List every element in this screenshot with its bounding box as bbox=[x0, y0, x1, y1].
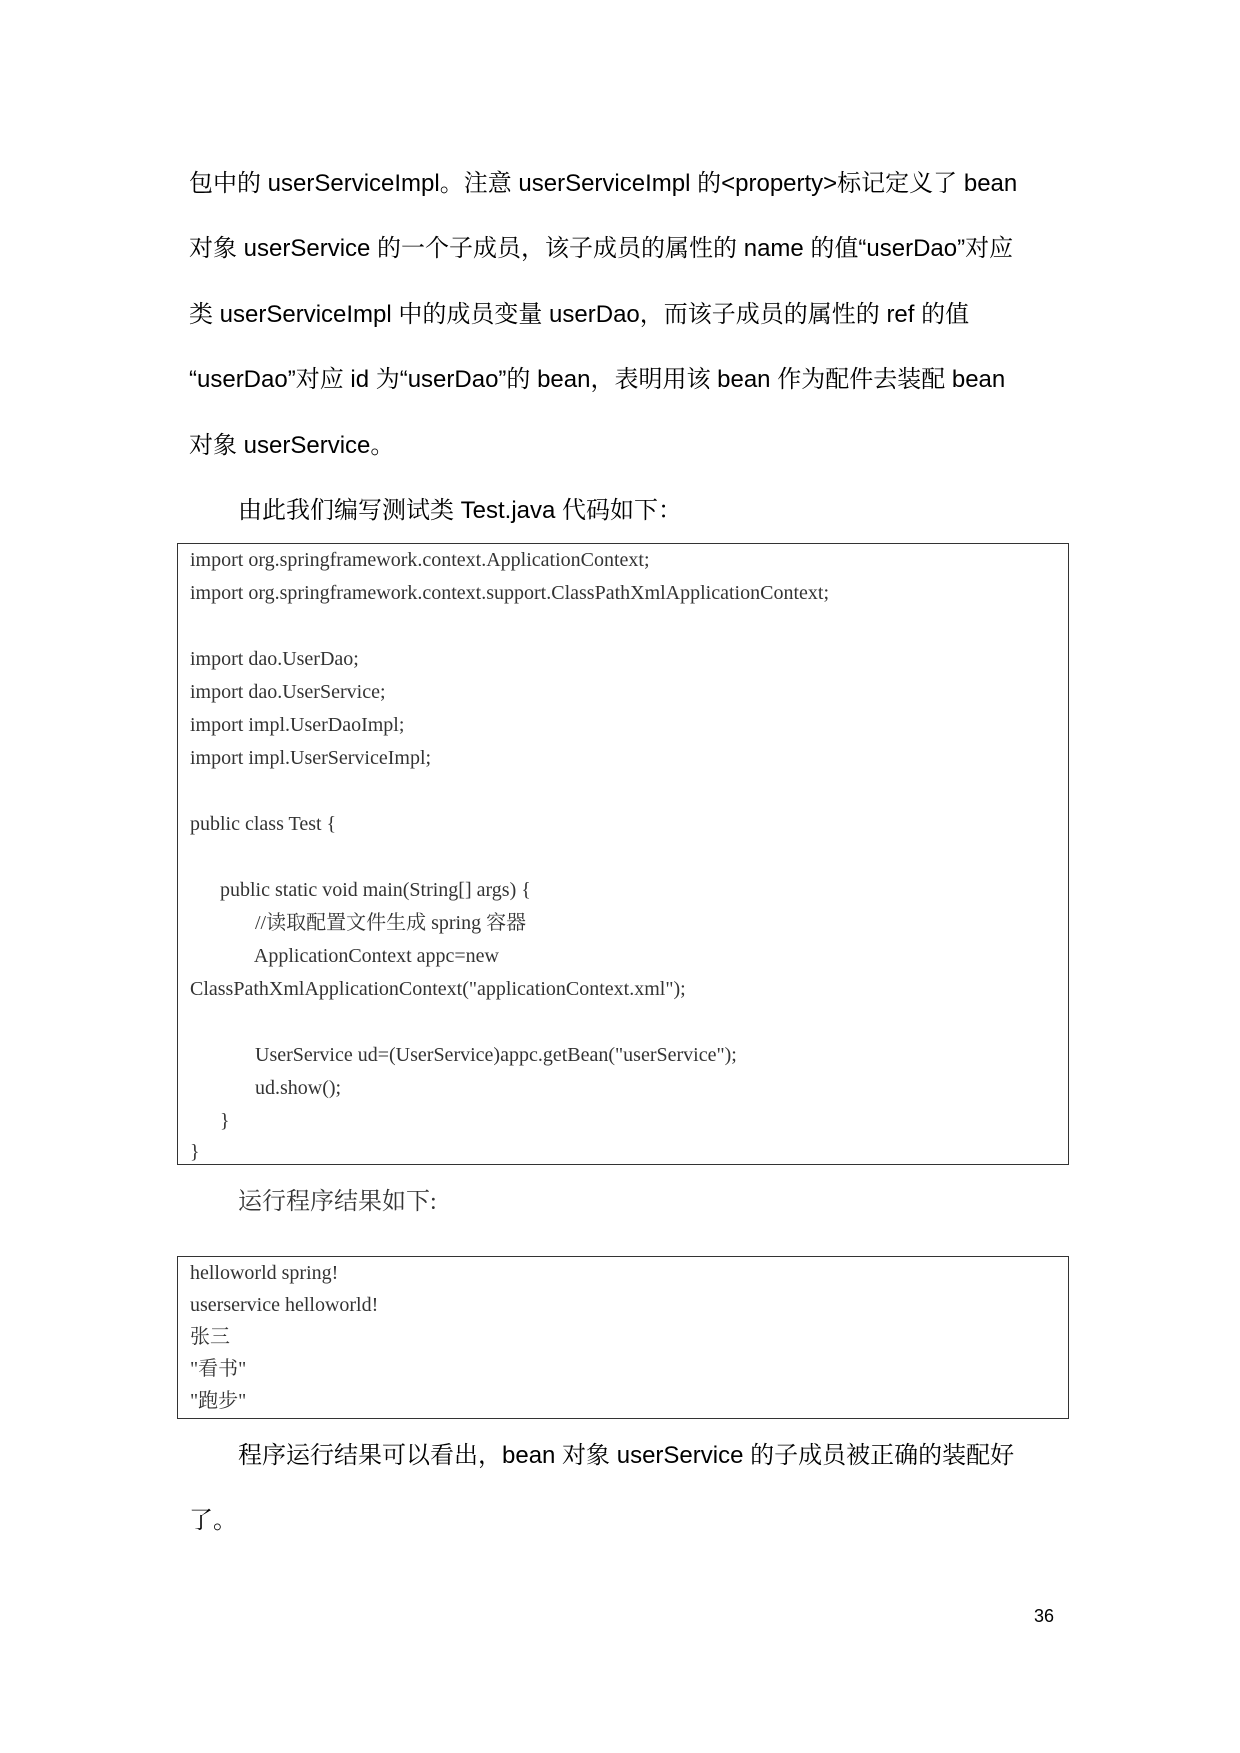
code-line: ud.show(); bbox=[190, 1077, 342, 1099]
intro-line-1: 包中的 userServiceImpl。注意 userServiceImpl 的<property>标记定义了 bean bbox=[189, 170, 1018, 197]
code-line: } bbox=[190, 1110, 230, 1132]
intro-line-4: “userDao”对应 id 为“userDao”的 bean，表明用该 bean 作为配件去装配 bean bbox=[189, 366, 1006, 393]
intro-line-2: 对象 userService 的一个子成员，该子成员的属性的 name 的值“userDao”对应 bbox=[189, 235, 1014, 262]
code-line: public static void main(String[] args) { bbox=[190, 879, 531, 901]
output-block bbox=[177, 1256, 1069, 1419]
code-block bbox=[177, 543, 1069, 1165]
code-line: UserService ud=(UserService)appc.getBean("userService"); bbox=[190, 1044, 737, 1066]
code-line: //读取配置文件生成 spring 容器 bbox=[190, 912, 527, 934]
code-line: public class Test { bbox=[190, 813, 337, 835]
intro-line-5: 对象 userService。 bbox=[189, 432, 395, 459]
code-line: ApplicationContext appc=new bbox=[190, 945, 500, 967]
test-intro: 由此我们编写测试类 Test.java 代码如下： bbox=[238, 497, 683, 524]
output-line: userservice helloworld! bbox=[190, 1294, 379, 1316]
page-number: 36 bbox=[1034, 1606, 1055, 1626]
output-line: 张三 bbox=[190, 1326, 230, 1348]
output-line: "看书" bbox=[190, 1358, 247, 1380]
code-line: import org.springframework.context.ApplicationContext; bbox=[190, 549, 650, 571]
code-line: import impl.UserDaoImpl; bbox=[190, 714, 405, 736]
code-line: } bbox=[190, 1141, 200, 1163]
code-line: import dao.UserDao; bbox=[190, 648, 359, 670]
conclusion-line-2: 了。 bbox=[189, 1507, 237, 1534]
code-line: import impl.UserServiceImpl; bbox=[190, 747, 432, 769]
run-intro: 运行程序结果如下: bbox=[238, 1189, 437, 1215]
code-line: import dao.UserService; bbox=[190, 681, 386, 703]
code-line: ClassPathXmlApplicationContext("applicationContext.xml"); bbox=[190, 978, 686, 1000]
code-line: import org.springframework.context.support.ClassPathXmlApplicationContext; bbox=[190, 582, 829, 604]
intro-line-3: 类 userServiceImpl 中的成员变量 userDao，而该子成员的属性的 ref 的值 bbox=[189, 301, 970, 328]
output-line: helloworld spring! bbox=[190, 1262, 339, 1284]
conclusion-line-1: 程序运行结果可以看出，bean 对象 userService 的子成员被正确的装配好 bbox=[238, 1442, 1015, 1469]
output-line: "跑步" bbox=[190, 1390, 247, 1412]
